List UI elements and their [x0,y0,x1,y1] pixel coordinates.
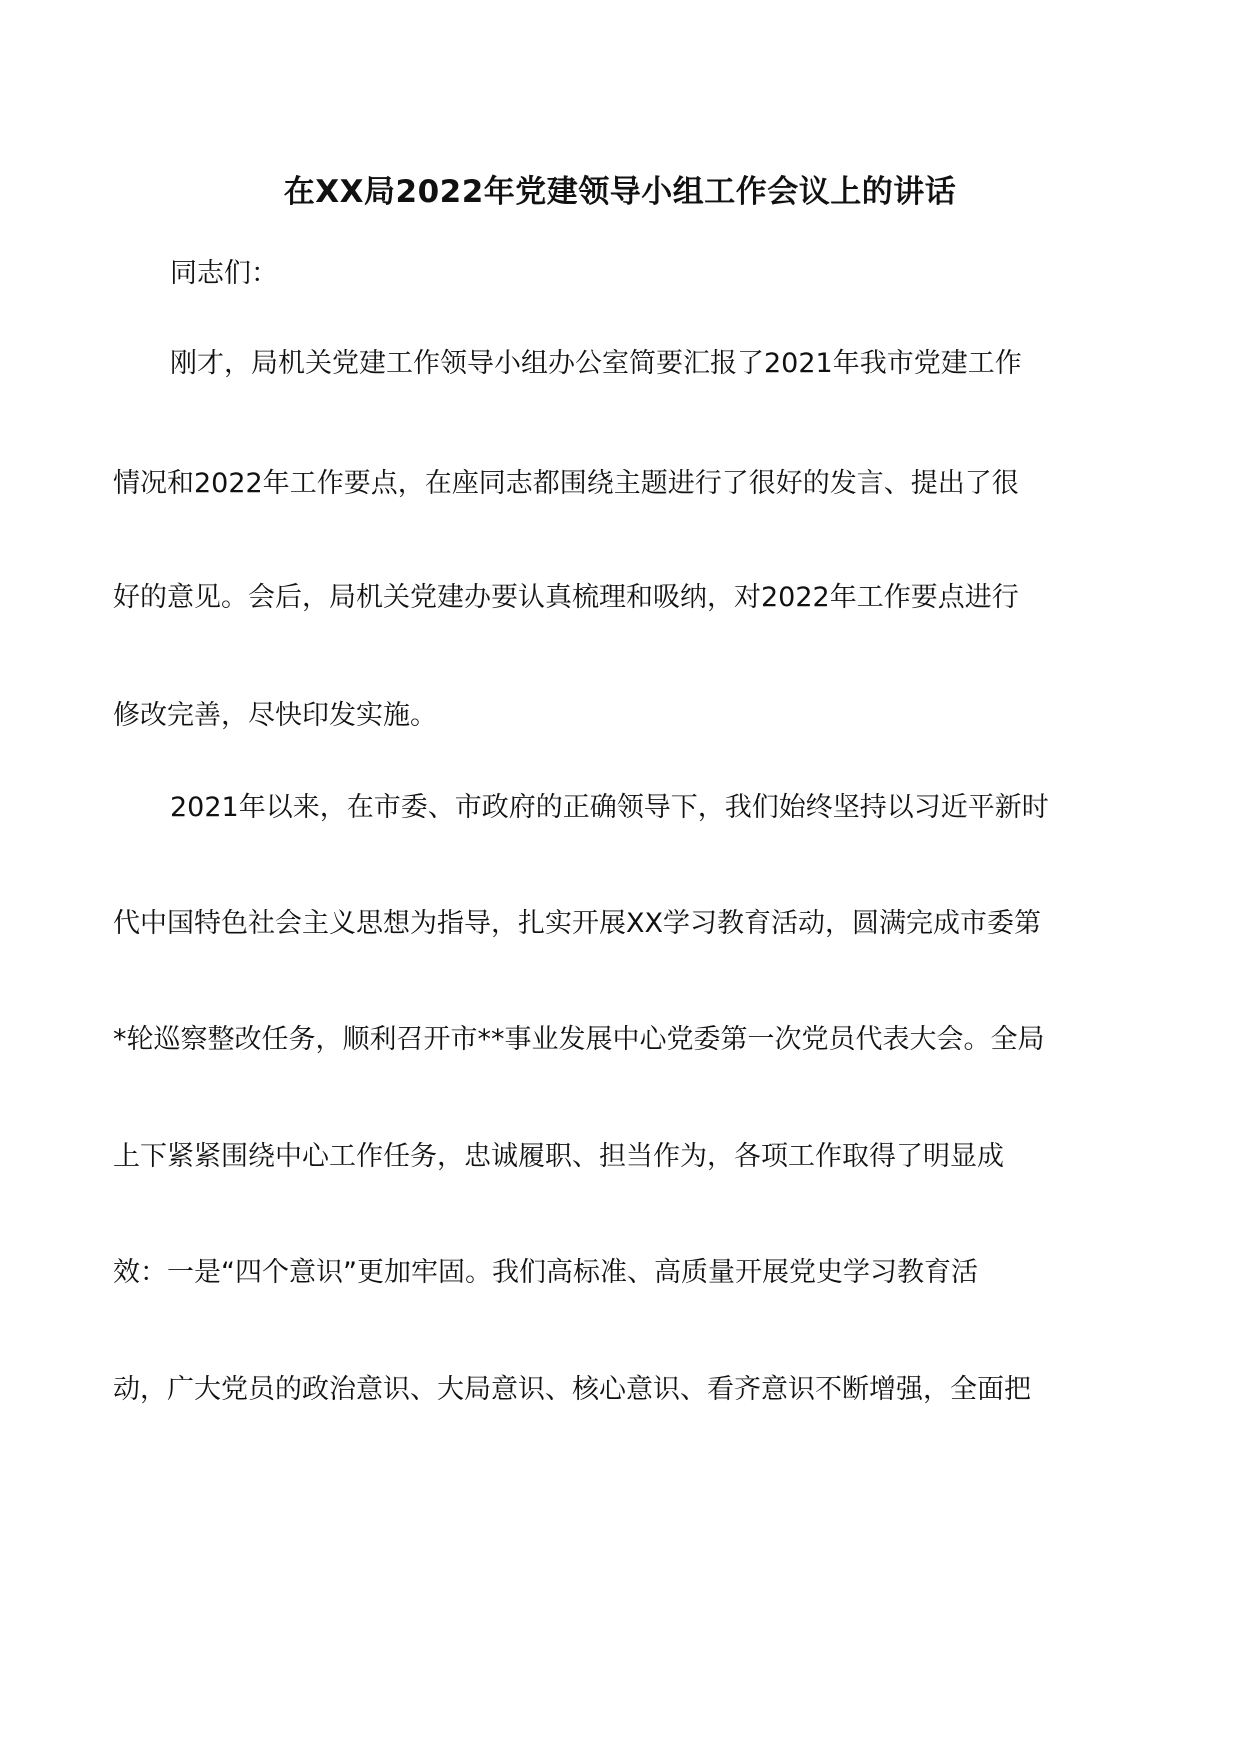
greeting: 同志们： [170,258,278,289]
body-line: 修改完善，尽快印发实施。 [113,700,437,731]
body-line: 情况和2022年工作要点，在座同志都围绕主题进行了很好的发言、提出了很 [113,468,1019,499]
body-line: 2021年以来，在市委、市政府的正确领导下，我们始终坚持以习近平新时 [170,792,1049,823]
body-line: 动，广大党员的政治意识、大局意识、核心意识、看齐意识不断增强，全面把 [113,1374,1031,1405]
body-line: 好的意见。会后，局机关党建办要认真梳理和吸纳，对2022年工作要点进行 [113,582,1019,613]
body-line: 效：一是“四个意识”更加牢固。我们高标准、高质量开展党史学习教育活 [113,1257,978,1288]
body-line: 上下紧紧围绕中心工作任务，忠诚履职、担当作为，各项工作取得了明显成 [113,1141,1004,1172]
body-line: *轮巡察整改任务，顺利召开市**事业发展中心党委第一次党员代表大会。全局 [113,1024,1045,1055]
body-line: 刚才，局机关党建工作领导小组办公室简要汇报了2021年我市党建工作 [170,348,1022,379]
body-line: 代中国特色社会主义思想为指导，扎实开展XX学习教育活动，圆满完成市委第 [113,908,1041,939]
document-title: 在XX局2022年党建领导小组工作会议上的讲话 [283,174,957,210]
